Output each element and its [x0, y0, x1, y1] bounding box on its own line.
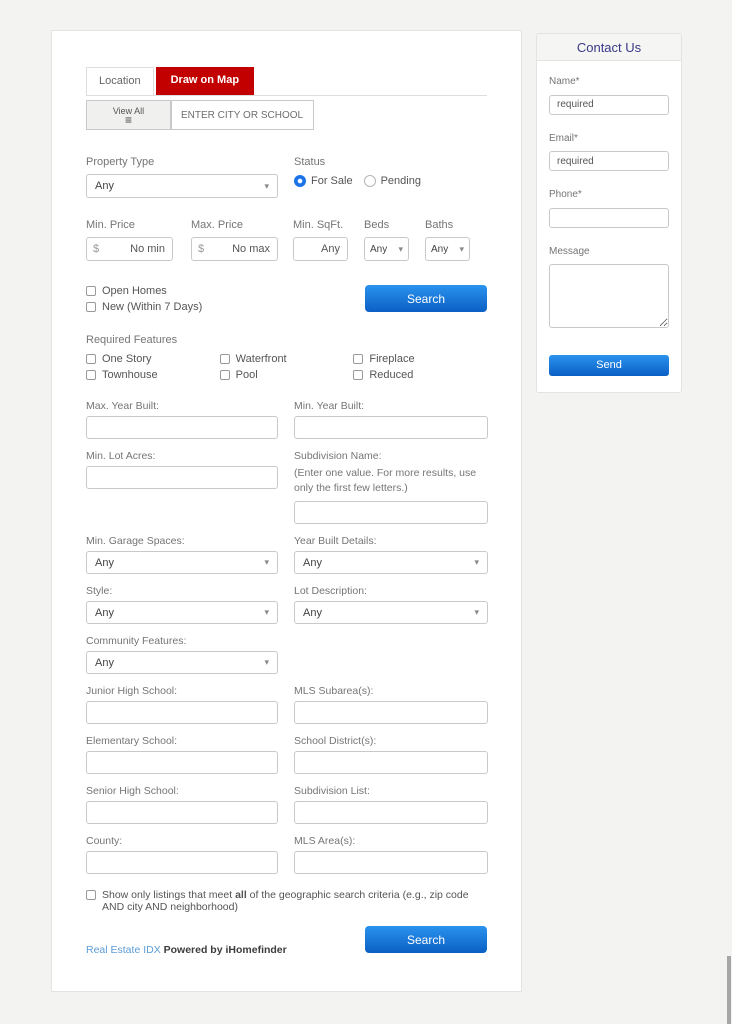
beds-label: Beds: [364, 219, 390, 231]
senior-high-label: Senior High School:: [86, 785, 179, 797]
min-garage-select[interactable]: [86, 551, 278, 574]
beds-value: Any: [370, 243, 388, 255]
senior-high-input[interactable]: [86, 801, 278, 824]
search-button-bottom[interactable]: Search: [365, 926, 487, 953]
year-built-details-value: Any: [303, 556, 322, 569]
pending-radio[interactable]: [364, 175, 376, 187]
contact-phone-input[interactable]: [549, 208, 669, 228]
year-built-details-label: Year Built Details:: [294, 535, 377, 547]
townhouse-checkbox[interactable]: [86, 370, 96, 380]
menu-icon: ≡: [124, 113, 132, 127]
property-type-label: Property Type: [86, 156, 155, 168]
contact-us-title: Contact Us: [537, 34, 681, 61]
powered-by-text: Powered by iHomefinder: [163, 944, 287, 956]
max-price-label: Max. Price: [191, 219, 243, 231]
min-year-built-label: Min. Year Built:: [294, 400, 365, 412]
geo-criteria-checkbox-row[interactable]: [86, 889, 487, 913]
new-within-label: New (Within 7 Days): [102, 301, 203, 313]
geo-criteria-checkbox[interactable]: [86, 890, 96, 900]
contact-us-panel: [536, 33, 682, 393]
feature-one-story[interactable]: [86, 353, 220, 365]
pool-label: Pool: [235, 369, 258, 381]
chevron-down-icon: ▾: [264, 180, 269, 191]
waterfront-label: Waterfront: [235, 353, 287, 365]
fireplace-label: Fireplace: [369, 353, 415, 365]
search-button-top[interactable]: Search: [365, 285, 487, 312]
new-within-checkbox[interactable]: [86, 302, 96, 312]
feature-fireplace[interactable]: [353, 353, 487, 365]
mls-subarea-label: MLS Subarea(s):: [294, 685, 374, 697]
required-features-grid: [86, 353, 487, 385]
min-sqft-input[interactable]: [293, 237, 348, 261]
city-search-input[interactable]: [171, 100, 314, 130]
contact-phone-label: Phone*: [549, 189, 582, 200]
page-scrollbar-thumb[interactable]: [727, 956, 731, 1024]
view-all-button[interactable]: [86, 100, 171, 130]
min-lot-acres-input[interactable]: [86, 466, 278, 489]
chevron-down-icon: ▾: [264, 657, 269, 667]
geo-criteria-row: [86, 889, 487, 913]
min-sqft-label: Min. SqFt.: [293, 219, 344, 231]
pending-label[interactable]: Pending: [380, 175, 421, 187]
view-all-label: View All: [112, 106, 145, 116]
contact-email-input[interactable]: [549, 151, 669, 171]
for-sale-radio[interactable]: [294, 175, 306, 187]
geo-criteria-label: Show only listings that meet all of the geographic search criteria (e.g., zip code AND city AND neighborhood): [102, 889, 469, 913]
lot-description-label: Lot Description:: [294, 585, 367, 597]
subdivision-name-label: Subdivision Name:: [294, 450, 382, 462]
property-type-select[interactable]: [86, 174, 278, 198]
chevron-down-icon: ▾: [459, 243, 464, 254]
community-features-value: Any: [95, 656, 114, 669]
advanced-fields-grid: [86, 401, 487, 874]
chevron-down-icon: ▾: [398, 243, 403, 254]
dollar-prefix: $: [198, 243, 205, 255]
contact-message-label: Message: [549, 245, 590, 257]
send-button[interactable]: Send: [549, 355, 669, 376]
reduced-checkbox[interactable]: [353, 370, 363, 380]
price-size-row: [86, 220, 487, 261]
townhouse-label: Townhouse: [102, 369, 158, 381]
quick-filters-row: [86, 285, 487, 317]
min-garage-value: Any: [95, 556, 114, 569]
tab-location[interactable]: Location: [86, 67, 154, 95]
required-features-title: Required Features: [86, 334, 178, 346]
open-homes-checkbox[interactable]: [86, 286, 96, 296]
mls-area-label: MLS Area(s):: [294, 835, 356, 847]
location-input-row: [86, 100, 487, 130]
one-story-label: One Story: [102, 353, 152, 365]
idx-footer: [86, 944, 287, 956]
tab-draw-on-map[interactable]: Draw on Map: [156, 67, 254, 95]
contact-email-label: Email*: [549, 132, 578, 144]
contact-message-textarea[interactable]: [549, 264, 669, 328]
elementary-school-input[interactable]: [86, 751, 278, 774]
max-year-built-input[interactable]: [86, 416, 278, 439]
status-label: Status: [294, 156, 326, 168]
one-story-checkbox[interactable]: [86, 354, 96, 364]
chevron-down-icon: ▾: [474, 557, 479, 567]
fireplace-checkbox[interactable]: [353, 354, 363, 364]
property-type-value: Any: [95, 180, 114, 192]
open-homes-label: Open Homes: [102, 285, 167, 297]
style-label: Style:: [86, 585, 113, 597]
community-features-select[interactable]: [86, 651, 278, 674]
min-garage-label: Min. Garage Spaces:: [86, 535, 185, 547]
dollar-prefix: $: [93, 243, 100, 255]
min-price-label: Min. Price: [86, 219, 135, 231]
community-features-label: Community Features:: [86, 635, 187, 647]
real-estate-idx-link[interactable]: Real Estate IDX: [86, 944, 161, 956]
contact-name-label: Name*: [549, 76, 580, 87]
chevron-down-icon: ▾: [474, 607, 479, 617]
style-select[interactable]: [86, 601, 278, 624]
beds-select[interactable]: [364, 237, 409, 261]
reduced-label: Reduced: [369, 369, 414, 381]
baths-value: Any: [431, 243, 449, 255]
school-district-label: School District(s):: [294, 735, 377, 747]
for-sale-label[interactable]: For Sale: [311, 175, 353, 187]
feature-waterfront[interactable]: [220, 353, 354, 365]
mls-subarea-input[interactable]: [294, 701, 488, 724]
chevron-down-icon: ▾: [264, 557, 269, 567]
baths-select[interactable]: [425, 237, 470, 261]
feature-reduced[interactable]: [353, 369, 487, 381]
pool-checkbox[interactable]: [220, 370, 230, 380]
mls-area-input[interactable]: [294, 851, 488, 874]
new-within-checkbox-row[interactable]: [86, 301, 202, 313]
contact-name-input[interactable]: [549, 95, 669, 115]
subdivision-list-label: Subdivision List:: [294, 785, 370, 797]
county-label: County:: [86, 835, 123, 847]
junior-high-label: Junior High School:: [86, 685, 178, 697]
county-input[interactable]: [86, 851, 278, 874]
year-built-details-select[interactable]: [294, 551, 488, 574]
subdivision-name-note: (Enter one value. For more results, use only the first few letters.): [294, 467, 477, 494]
junior-high-input[interactable]: [86, 701, 278, 724]
lot-description-select[interactable]: [294, 601, 488, 624]
waterfront-checkbox[interactable]: [220, 354, 230, 364]
min-lot-acres-label: Min. Lot Acres:: [86, 450, 156, 462]
elementary-school-label: Elementary School:: [86, 735, 178, 747]
min-year-built-input[interactable]: [294, 416, 488, 439]
open-homes-checkbox-row[interactable]: [86, 285, 202, 297]
lot-description-value: Any: [303, 606, 322, 619]
subdivision-list-input[interactable]: [294, 801, 488, 824]
feature-pool[interactable]: [220, 369, 354, 381]
baths-label: Baths: [425, 219, 454, 231]
school-district-input[interactable]: [294, 751, 488, 774]
search-tabs: [86, 67, 487, 96]
property-type-status-row: [86, 157, 487, 198]
feature-townhouse[interactable]: [86, 369, 220, 381]
style-value: Any: [95, 606, 114, 619]
property-search-panel: [51, 30, 522, 992]
subdivision-name-input[interactable]: [294, 501, 488, 524]
max-year-built-label: Max. Year Built:: [86, 400, 159, 412]
chevron-down-icon: ▾: [264, 607, 269, 617]
